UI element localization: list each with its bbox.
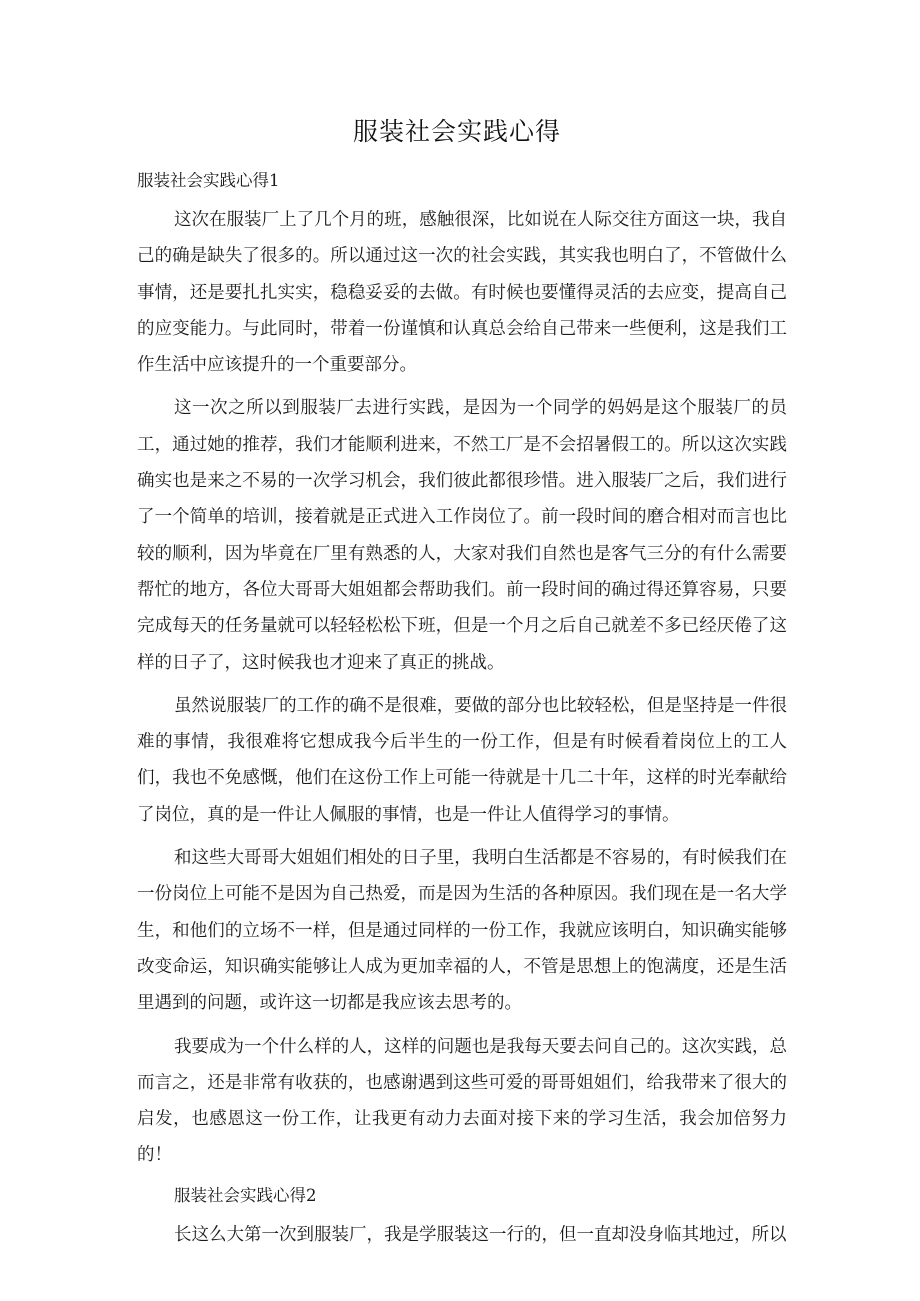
section-1-paragraph-4: 和这些大哥哥大姐姐们相处的日子里，我明白生活都是不容易的，有时候我们在一份岗位上可能不是因为自己热爱，而是因为生活的各种原因。我们现在是一名大学生，和他们的立场不一样，但是通过同样的一份工作，我就应该明白，知识确实能够改变命运，知识确实能够让人成为更加幸福的人，不管是思想上的饱满度，还是生活里遇到的问题，或许这一切都是我应该去思考的。 (137, 848, 787, 1014)
document-body (137, 166, 787, 1260)
section-1-paragraph-1: 这次在服装厂上了几个月的班，感触很深，比如说在人际交往方面这一块，我自己的确是缺失了很多的。所以通过这一次的社会实践，其实我也明白了，不管做什么事情，还是要扎扎实实，稳稳妥妥的去做。有时候也要懂得灵活的去应变，提高自己的应变能力。与此同时，带着一份谨慎和认真总会给自己带来一些便利，这是我们工作生活中应该提升的一个重要部分。 (137, 210, 787, 376)
section-2-heading: 服装社会实践心得2 (174, 1185, 317, 1205)
section-1-paragraph-2: 这一次之所以到服装厂去进行实践，是因为一个同学的妈妈是这个服装厂的员工，通过她的推荐，我们才能顺利进来，不然工厂是不会招暑假工的。所以这次实践确实也是来之不易的一次学习机会，我们彼此都很珍惜。进入服装厂之后，我们进行了一个简单的培训，接着就是正式进入工作岗位了。前一段时间的磨合相对而言也比较的顺利，因为毕竟在厂里有熟悉的人，大家对我们自然也是客气三分的有什么需要帮忙的地方，各位大哥哥大姐姐都会帮助我们。前一段时间的确过得还算容易，只要完成每天的任务量就可以轻轻松松下班，但是一个月之后自己就差不多已经厌倦了这样的日子了，这时候我也才迎来了真正的挑战。 (137, 398, 787, 673)
section-1-paragraph-5: 我要成为一个什么样的人，这样的问题也是我每天要去问自己的。这次实践，总而言之，还是非常有收获的，也感谢遇到这些可爱的哥哥姐姐们，给我带来了很大的启发，也感恩这一份工作，让我更有动力去面对接下来的学习生活，我会加倍努力的！ (137, 1036, 787, 1166)
section-2-paragraph-1: 长这么大第一次到服装厂，我是学服装这一行的，但一直却没身临其地过，所以 (174, 1224, 787, 1245)
document-title: 服装社会实践心得 (352, 117, 561, 146)
section-1-heading: 服装社会实践心得1 (137, 171, 280, 190)
section-1-paragraph-3: 虽然说服装厂的工作的确不是很难，要做的部分也比较轻松，但是坚持是一件很难的事情，我很难将它想成我今后半生的一份工作，但是有时候看着岗位上的工人们，我也不免感慨，他们在这份工作上可能一待就是十几二十年，这样的时光奉献给了岗位，真的是一件让人佩服的事情，也是一件让人值得学习的事情。 (137, 695, 787, 825)
